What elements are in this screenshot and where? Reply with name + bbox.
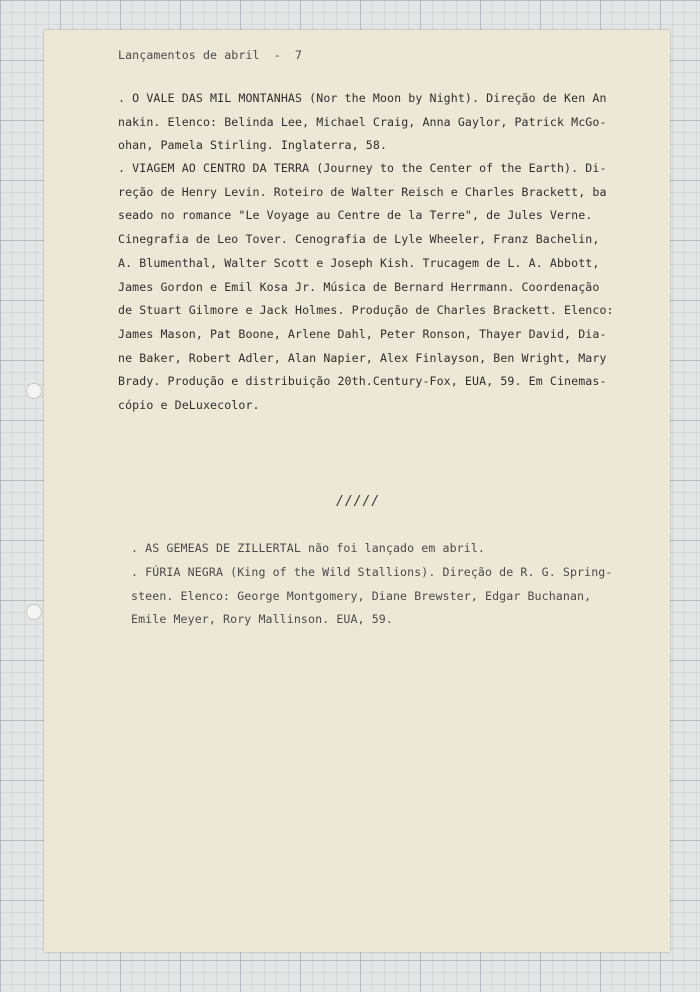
page-header: Lançamentos de abril - 7 — [118, 48, 303, 62]
entry-furia-negra: . FÚRIA NEGRA (King of the Wild Stallions). Direção de R. G. Spring- steen. Elenco: George Montgomery, Diane Brewster, Edgar Buchanan, Emile Meyer, Rory Mallinson. EUA, 59. — [131, 565, 613, 627]
punch-hole — [26, 604, 42, 620]
entry-gemeas-de-zillertal: . AS GEMEAS DE ZILLERTAL não foi lançado em abril. — [131, 541, 486, 555]
section-separator: ///// — [336, 494, 381, 509]
punch-hole — [26, 383, 42, 399]
entry-viagem-ao-centro-da-terra: . VIAGEM AO CENTRO DA TERRA (Journey to the Center of the Earth). Di- reção de Henry Levin. Roteiro de Walter Reisch e Charles Brackett, ba seado no romance "Le Voyage au Centre de la Terre", de Jules Verne. Cinegrafia de Leo Tover. Cenografia de Lyle Wheeler, Franz Bachelin, A. Blumenthal, Walter Scott e Joseph Kish. Trucagem de L. A. Abbott, James Gordon e Emil Kosa Jr. Música de Bernard Herrmann. Coordenação de Stuart Gilmore e Jack Holmes. Produção de Charles Brackett. Elenco: James Mason, Pat Boone, Arlene Dahl, Peter Ronson, Thayer David, Dia- ne Baker, Robert Adler, Alan Napier, Alex Finlayson, Ben Wright, Mary Brady. Produção e distribuição 20th.Century-Fox, EUA, 59. Em Cinemas- cópio e DeLuxecolor. — [118, 161, 614, 413]
entry-vale-das-mil-montanhas: . O VALE DAS MIL MONTANHAS (Nor the Moon by Night). Direção de Ken An nakin. Elenco: Belinda Lee, Michael Craig, Anna Gaylor, Patrick McGo- ohan, Pamela Stirling. Inglaterra, 58. — [118, 91, 607, 153]
